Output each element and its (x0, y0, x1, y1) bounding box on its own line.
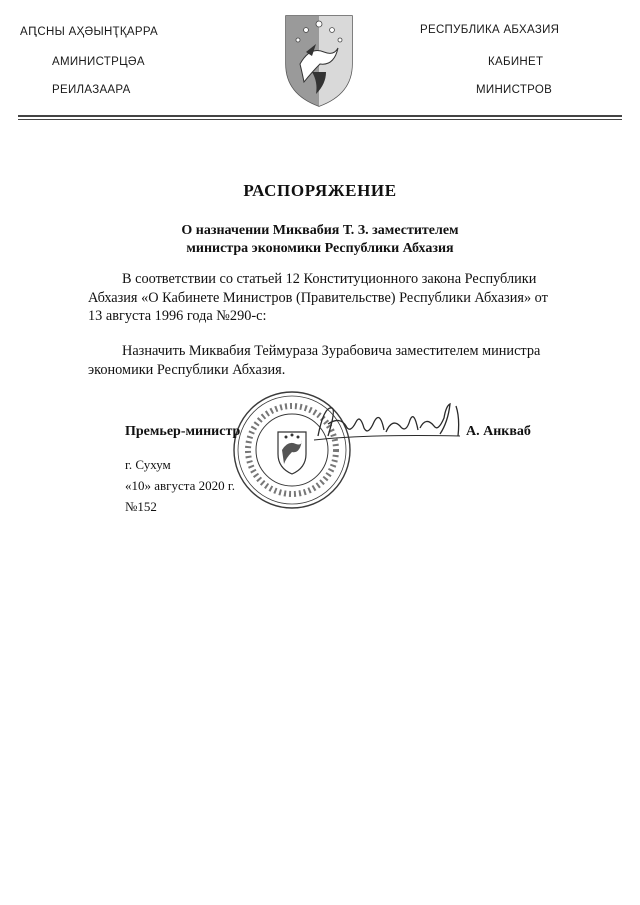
paragraph-appointment (88, 342, 578, 379)
header-left-line-2: АМИНИСТРЦӘА (52, 56, 145, 68)
document-subject (0, 222, 640, 258)
document-number: №152 (125, 499, 157, 514)
document-place: г. Сухум (125, 457, 171, 472)
handwritten-signature-icon (310, 396, 470, 456)
paragraph2-line-2: экономики Республики Абхазия. (88, 361, 286, 378)
subject-line-1: О назначении Миквабия Т. З. заместителем (181, 223, 459, 238)
header-divider-thin (18, 119, 622, 120)
paragraph1-line-3: 13 августа 1996 года №290-с: (88, 308, 267, 324)
document-date: «10» августа 2020 г. (125, 478, 235, 493)
signatory-name: А. Анкваб (466, 424, 531, 439)
abkhazia-coat-of-arms-icon (282, 12, 356, 108)
paragraph1-line-1: В соответствии со статьей 12 Конституционного закона Республики (122, 271, 537, 287)
header-left-line-1: АԤСНЫ АҲӘЫНҬҚАРРА (20, 26, 158, 38)
paragraph-legal-basis (88, 270, 578, 326)
paragraph2-line-1: Назначить Миквабия Теймураза Зурабовича заместителем министра (122, 343, 541, 359)
header-right-line-2: КАБИНЕТ (488, 56, 544, 68)
header-left-line-3: РЕИЛАЗААРА (52, 84, 131, 96)
header-divider-thick (18, 115, 622, 117)
header-right-line-1: РЕСПУБЛИКА АБХАЗИЯ (420, 24, 560, 36)
signatory-position: Премьер-министр (125, 424, 241, 439)
paragraph1-line-2: Абхазия «О Кабинете Министров (Правительстве) Республики Абхазия» от (88, 289, 548, 306)
subject-line-2: министра экономики Республики Абхазия (186, 241, 454, 256)
header-right-line-3: МИНИСТРОВ (476, 84, 553, 96)
document-title: РАСПОРЯЖЕНИЕ (243, 181, 397, 200)
